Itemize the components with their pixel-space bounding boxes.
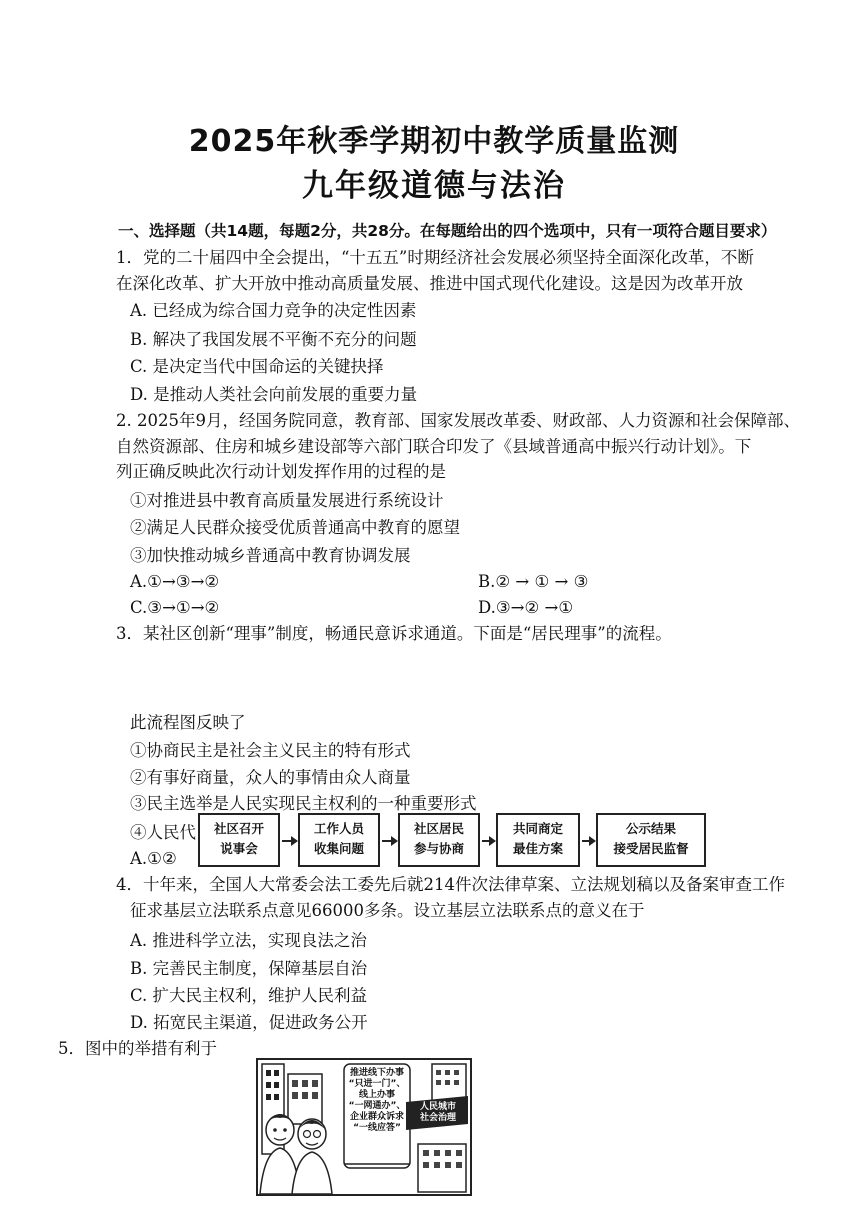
cartoon-sign-line-4: “一网通办”、 (348, 1101, 406, 1111)
flow-step-2-line1: 工作人员 (313, 821, 364, 836)
q4-stem-line2: 征求基层立法联系点意见66000多条。设立基层立法联系点的意义在于 (130, 901, 645, 920)
q2-option-d: D.③→② →① (478, 598, 574, 617)
page-title: 2025年秋季学期初中教学质量监测 (188, 124, 680, 159)
cartoon-sign-line-2: “只进一门”、 (348, 1079, 406, 1089)
q2-stem-line2: 自然资源部、住房和城乡建设部等六部门联合印发了《县域普通高中振兴行动计划》。下 (116, 437, 752, 456)
q5-cartoon-image (256, 1058, 472, 1196)
flow-step-2 (298, 813, 380, 867)
cartoon-sign-line-5: 企业群众诉求 (349, 1112, 404, 1122)
q3-item-3: ③民主选举是人民实现民主权利的一种重要形式 (130, 794, 477, 813)
cartoon-banner-line-2: 社会治理 (419, 1113, 456, 1123)
flow-step-5 (596, 813, 706, 867)
flow-step-5-line2: 接受居民监督 (613, 841, 689, 856)
flow-step-1 (198, 813, 280, 867)
q2-stem-line3: 列正确反映此次行动计划发挥作用的过程的是 (116, 462, 446, 481)
section-heading: 一、选择题（共14题，每题2分，共28分。在每题给出的四个选项中，只有一项符合题目要求） (118, 222, 777, 240)
q3-option-a: A.①② (130, 849, 177, 868)
flow-step-2-line2: 收集问题 (313, 841, 364, 856)
flow-step-1-line1: 社区召开 (213, 821, 264, 836)
q2-item-1: ①对推进县中教育高质量发展进行系统设计 (130, 491, 444, 510)
flow-step-4-line1: 共同商定 (512, 821, 563, 836)
q3-lead: 此流程图反映了 (130, 713, 246, 732)
q2-item-3: ③加快推动城乡普通高中教育协调发展 (130, 546, 411, 565)
flow-step-1-line2: 说事会 (220, 841, 258, 856)
q2-item-2: ②满足人民群众接受优质普通高中教育的愿望 (130, 518, 460, 537)
flow-arrow-3 (482, 840, 494, 842)
flow-step-4 (496, 813, 580, 867)
q1-option-c: C. 是决定当代中国命运的关键抉择 (130, 357, 384, 376)
q3-stem: 3．某社区创新“理事”制度，畅通民意诉求通道。下面是“居民理事”的流程。 (116, 624, 672, 643)
cartoon-sign-text (344, 1068, 410, 1134)
flow-arrow-2 (382, 840, 396, 842)
q4-option-a: A. 推进科学立法，实现良法之治 (130, 931, 367, 950)
q3-item-2: ②有事好商量，众人的事情由众人商量 (130, 768, 411, 787)
flow-step-3-line2: 参与协商 (413, 841, 464, 856)
q1-option-a: A. 已经成为综合国力竞争的决定性因素 (130, 301, 417, 320)
flow-step-5-line1: 公示结果 (625, 821, 676, 836)
flow-step-3 (398, 813, 480, 867)
q3-item-1: ①协商民主是社会主义民主的特有形式 (130, 741, 411, 760)
flow-arrow-4 (582, 840, 594, 842)
q2-option-b: B.② → ① → ③ (478, 572, 589, 591)
q4-option-c: C. 扩大民主权利，维护人民利益 (130, 986, 368, 1005)
page-subtitle: 九年级道德与法治 (302, 168, 566, 204)
cartoon-sign-line-1: 推进线下办事 (349, 1068, 404, 1078)
cartoon-banner-text (408, 1102, 468, 1124)
q4-option-b: B. 完善民主制度，保障基层自治 (130, 959, 368, 978)
cartoon-sign-line-6: “一线应答” (353, 1123, 401, 1133)
q1-stem-line2: 在深化改革、扩大开放中推动高质量发展、推进中国式现代化建设。这是因为改革开放 (116, 274, 743, 293)
q3-item-4: ④人民代 (130, 823, 196, 842)
q2-option-c: C.③→①→② (130, 598, 220, 617)
q1-option-b: B. 解决了我国发展不平衡不充分的问题 (130, 330, 417, 349)
q1-stem-line1: 1．党的二十届四中全会提出，“十五五”时期经济社会发展必须坚持全面深化改革，不断 (116, 248, 754, 267)
cartoon-sign-line-3: 线上办事 (358, 1090, 395, 1100)
q4-option-d: D. 拓宽民主渠道，促进政务公开 (130, 1013, 368, 1032)
q2-option-a: A.①→③→② (130, 572, 220, 591)
cartoon-banner-line-1: 人民城市 (419, 1102, 456, 1112)
flow-arrow-1 (282, 840, 296, 842)
flow-step-3-line1: 社区居民 (413, 821, 464, 836)
q5-stem: 5．图中的举措有利于 (58, 1039, 217, 1058)
q1-option-d: D. 是推动人类社会向前发展的重要力量 (130, 385, 418, 404)
q4-stem-line1: 4．十年来，全国人大常委会法工委先后就214件次法律草案、立法规划稿以及备案审查工作 (116, 875, 785, 894)
flow-step-4-line2: 最佳方案 (512, 841, 563, 856)
q2-stem-line1: 2. 2025年9月，经国务院同意，教育部、国家发展改革委、财政部、人力资源和社会保障部、 (116, 411, 800, 430)
